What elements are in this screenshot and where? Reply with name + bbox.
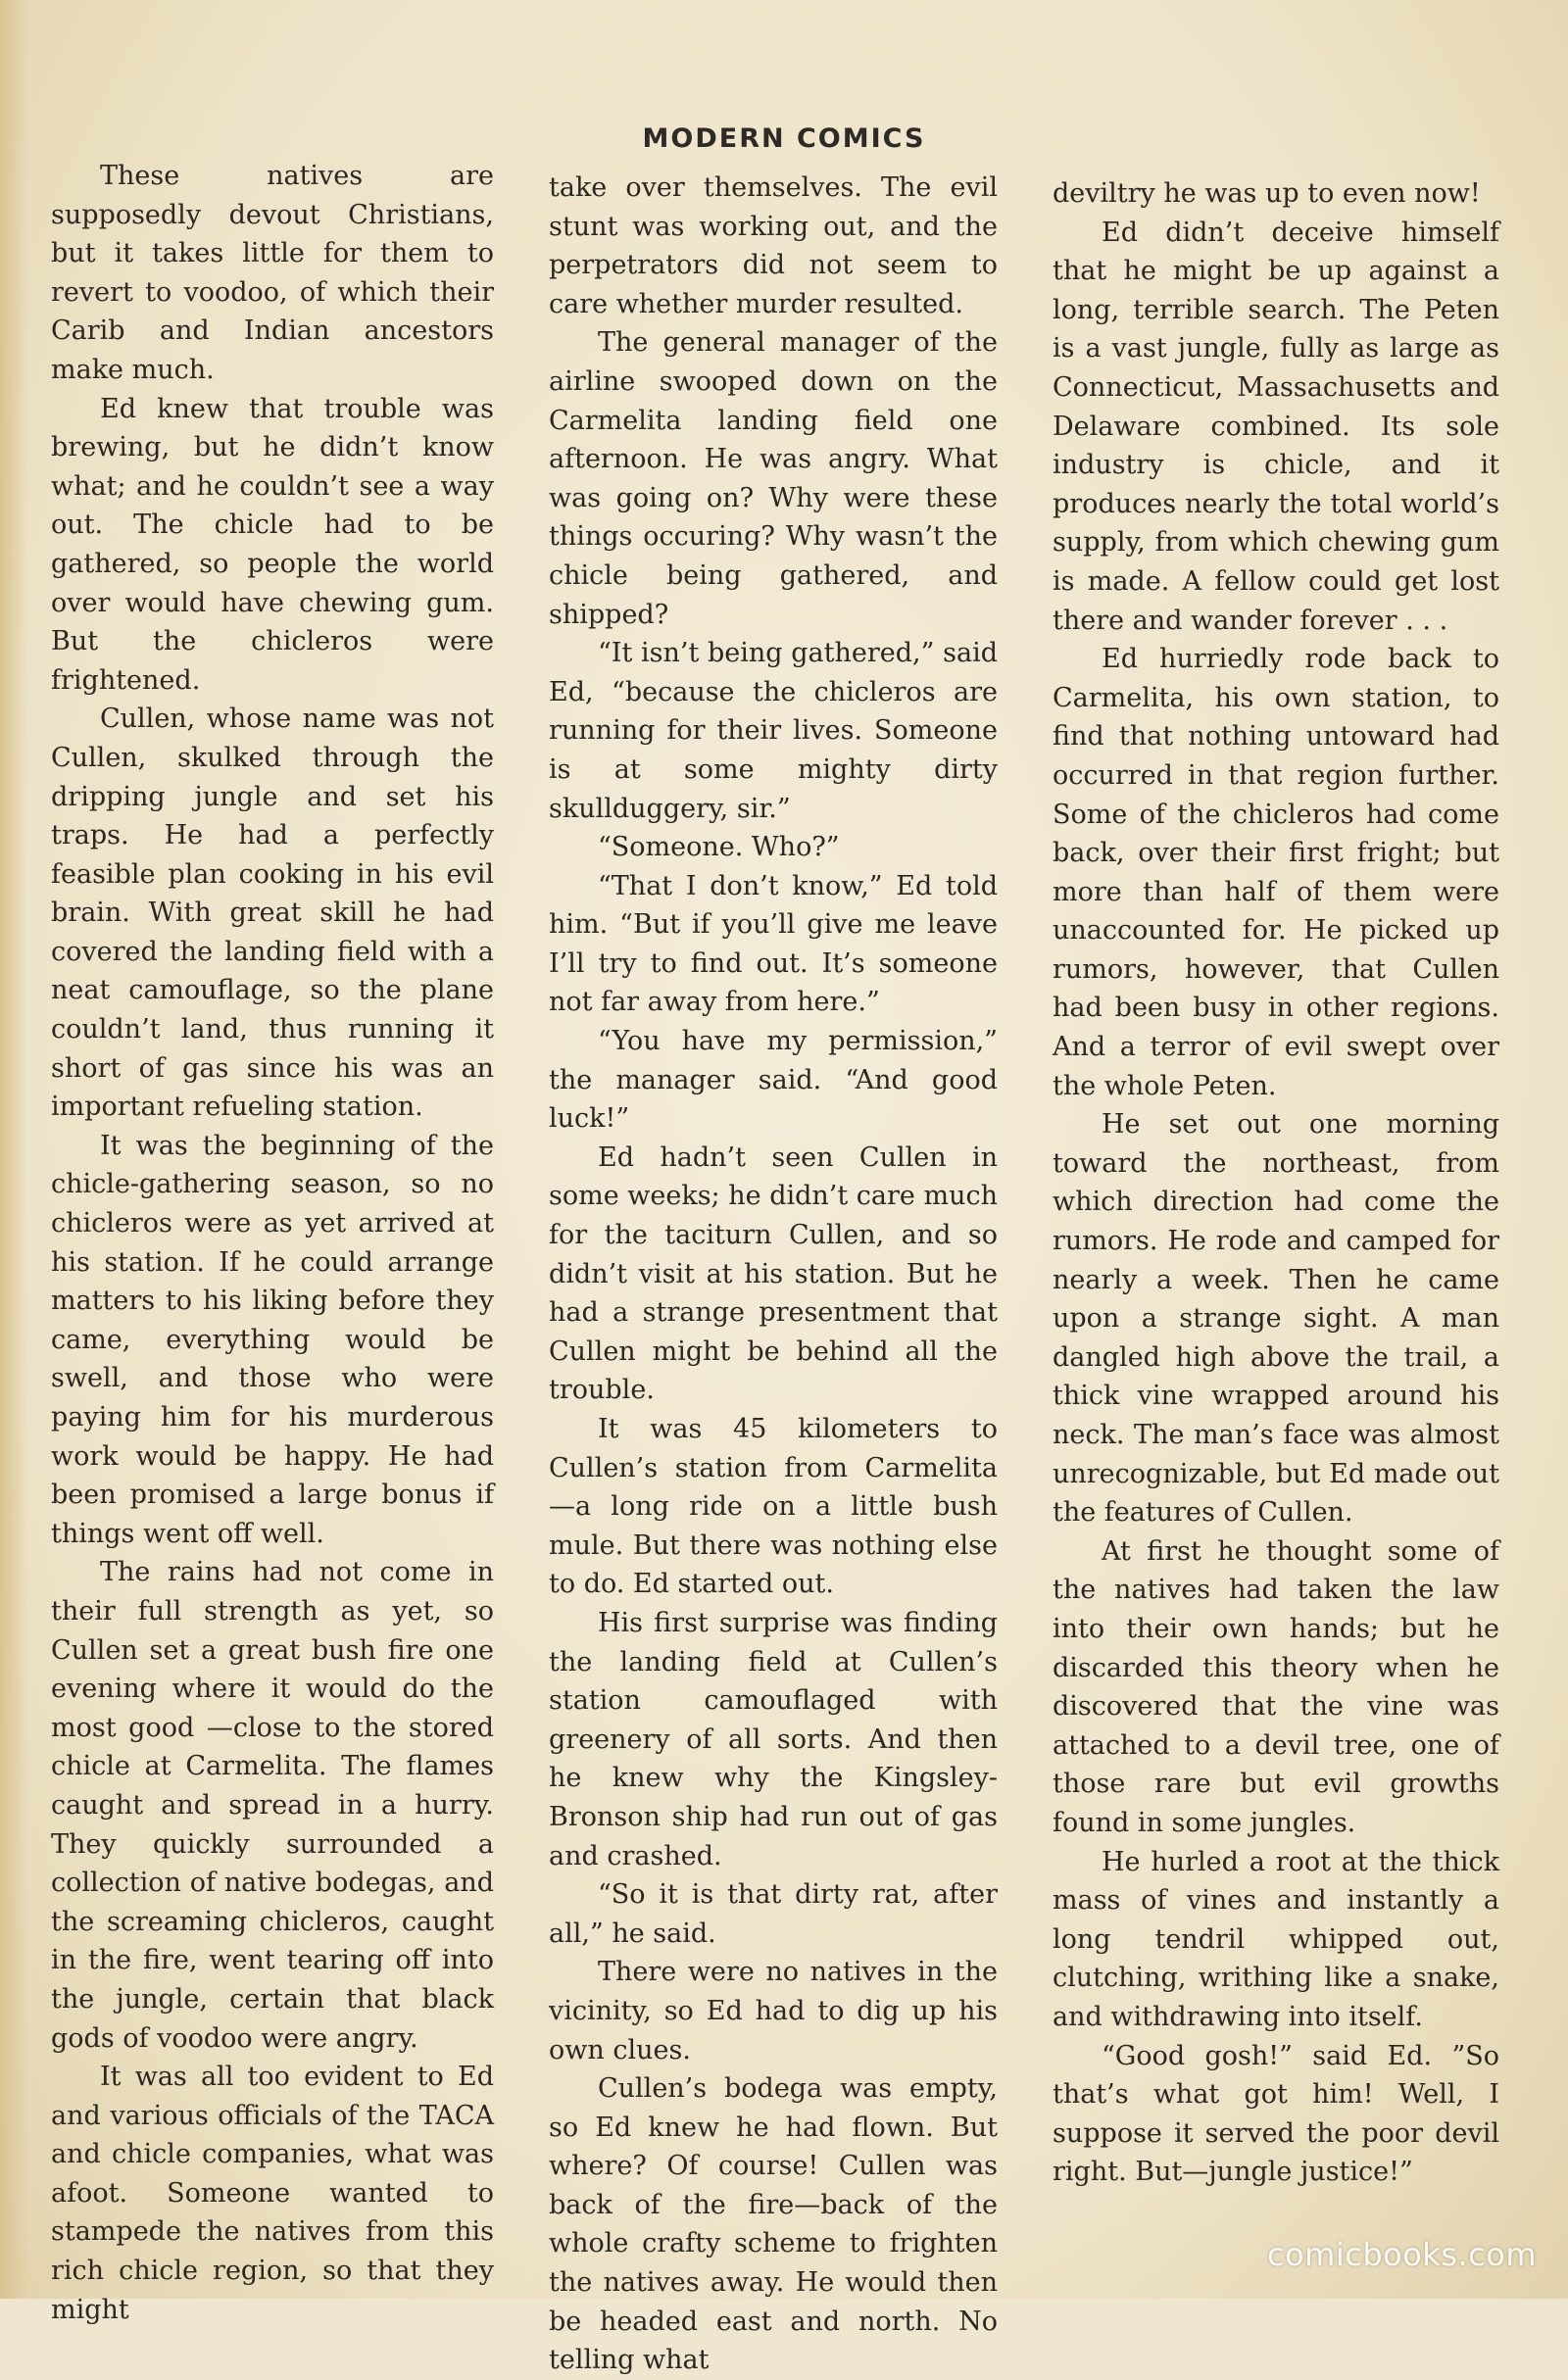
paragraph: It was the beginning of the chicle-gathering season, so no chicleros were as yet arrived at his station. If he could arrange matters to his liking before they came, everything would be swell, and those who were paying him for his murderous work would be happy. He had been promised a large bonus if things went off well. — [51, 1130, 494, 1549]
paragraph: It was all too evident to Ed and various officials of the TACA and chicle companies, what was afoot. Someone wanted to stampede the natives from this rich chicle region, so that they might — [51, 2062, 494, 2325]
text-column-1 — [51, 157, 494, 2329]
paragraph: At first he thought some of the natives had taken the law into their own hands; but he discarded this theory when he discovered that the vine was attached to a devil tree, one of those rare but evil growths found in some jungles. — [1053, 1535, 1499, 1838]
paragraph: Ed knew that trouble was brewing, but he didn’t know what; and he couldn’t see a way out. The chicle had to be gathered, so people the world over would have chewing gum. But the chicleros were frightened. — [51, 393, 494, 696]
paragraph: Ed hurriedly rode back to Carmelita, his own station, to find that nothing untoward had occurred in that region further. Some of the chicleros had come back, over their first fright; but more than half of them were unaccounted for. He picked up rumors, however, that Cullen had been busy in other regions. And a terror of evil swept over the whole Peten. — [1053, 644, 1499, 1101]
paragraph: These natives are supposedly devout Christians, but it takes little for them to revert to voodoo, of which their Carib and Indian ancestors make much. — [51, 161, 494, 385]
text-column-2 — [549, 169, 998, 2380]
paragraph: Ed hadn’t seen Cullen in some weeks; he didn’t care much for the taciturn Cullen, and so didn’t visit at his station. But he had a strange presentment that Cullen might be behind all the trouble. — [549, 1141, 998, 1406]
paragraph: It was 45 kilometers to Cullen’s station from Carmelita—a long ride on a little bush mule. But there was nothing else to do. Ed started out. — [549, 1414, 998, 1600]
paragraph: “It isn’t being gathered,” said Ed, “because the chicleros are running for their lives. Someone is at some mighty dirty skullduggery, sir.” — [549, 638, 998, 824]
paragraph: take over themselves. The evil stunt was working out, and the perpetrators did not seem to care whether murder resulted. — [549, 172, 998, 319]
paragraph: deviltry he was up to even now! — [1053, 178, 1481, 209]
paragraph: There were no natives in the vicinity, so Ed had to dig up his own clues. — [549, 1957, 998, 2065]
paragraph: “That I don’t know,” Ed told him. “But if you’ll give me leave I’ll try to find out. It’s someone not far away from here.” — [549, 870, 998, 1018]
paragraph: “Good gosh!” said Ed. ”So that’s what got him! Well, I suppose it served the poor devil right. But—jungle justice!” — [1053, 2040, 1499, 2188]
paragraph: “Someone. Who?” — [598, 832, 840, 863]
paragraph: He hurled a root at the thick mass of vines and instantly a long tendril whipped out, clutching, writhing like a snake, and withdrawing into itself. — [1053, 1846, 1499, 2032]
paragraph: Cullen’s bodega was empty, so Ed knew he had flown. But where? Of course! Cullen was back of the fire—back of the whole crafty scheme to frighten the natives away. He would then be headed east and north. No telling what — [549, 2073, 998, 2376]
paragraph: The rains had not come in their full strength as yet, so Cullen set a great bush fire one evening where it would do the most good —close to the stored chicle at Carmelita. The flames caught and spread in a hurry. They quickly surrounded a collection of native bodegas, and the screaming chicleros, caught in the fire, went tearing off into the jungle, certain that black gods of voodoo were angry. — [51, 1557, 494, 2054]
paragraph: Ed didn’t deceive himself that he might be up against a long, terrible search. The Peten is a vast jungle, fully as large as Connecticut, Massachusetts and Delaware combined. Its sole industry is chicle, and it produces nearly the total world’s supply, from which chewing gum is made. A fellow could get lost there and wander forever . . . — [1053, 217, 1499, 636]
text-column-3 — [1053, 174, 1499, 2192]
paragraph: Cullen, whose name was not Cullen, skulked through the dripping jungle and set his traps. He had a perfectly feasible plan cooking in his evil brain. With great skill he had covered the landing field with a neat camouflage, so the plane couldn’t land, thus running it short of gas since his was an important refueling station. — [51, 704, 494, 1123]
paragraph: He set out one morning toward the northeast, from which direction had come the rumors. He rode and camped for nearly a week. Then he came upon a strange sight. A man dangled high above the trail, a thick vine wrapped around his neck. The man’s face was almost unrecognizable, but Ed made out the features of Cullen. — [1053, 1109, 1499, 1529]
paper-edge — [0, 0, 27, 2299]
page-title: MODERN COMICS — [642, 123, 926, 154]
paragraph: The general manager of the airline swooped down on the Carmelita landing field one afternoon. He was angry. What was going on? Why were these things occuring? Why wasn’t the chicle being gathered, and shipped? — [549, 327, 998, 630]
paragraph: His first surprise was finding the landing field at Cullen’s station camouflaged with greenery of all sorts. And then he knew why the Kingsley-Bronson ship had run out of gas and crashed. — [549, 1607, 998, 1871]
paragraph: “You have my permission,” the manager said. “And good luck!” — [549, 1026, 998, 1135]
paragraph: “So it is that dirty rat, after all,” he said. — [549, 1879, 998, 1949]
watermark: comicbooks.com — [1266, 2236, 1537, 2273]
